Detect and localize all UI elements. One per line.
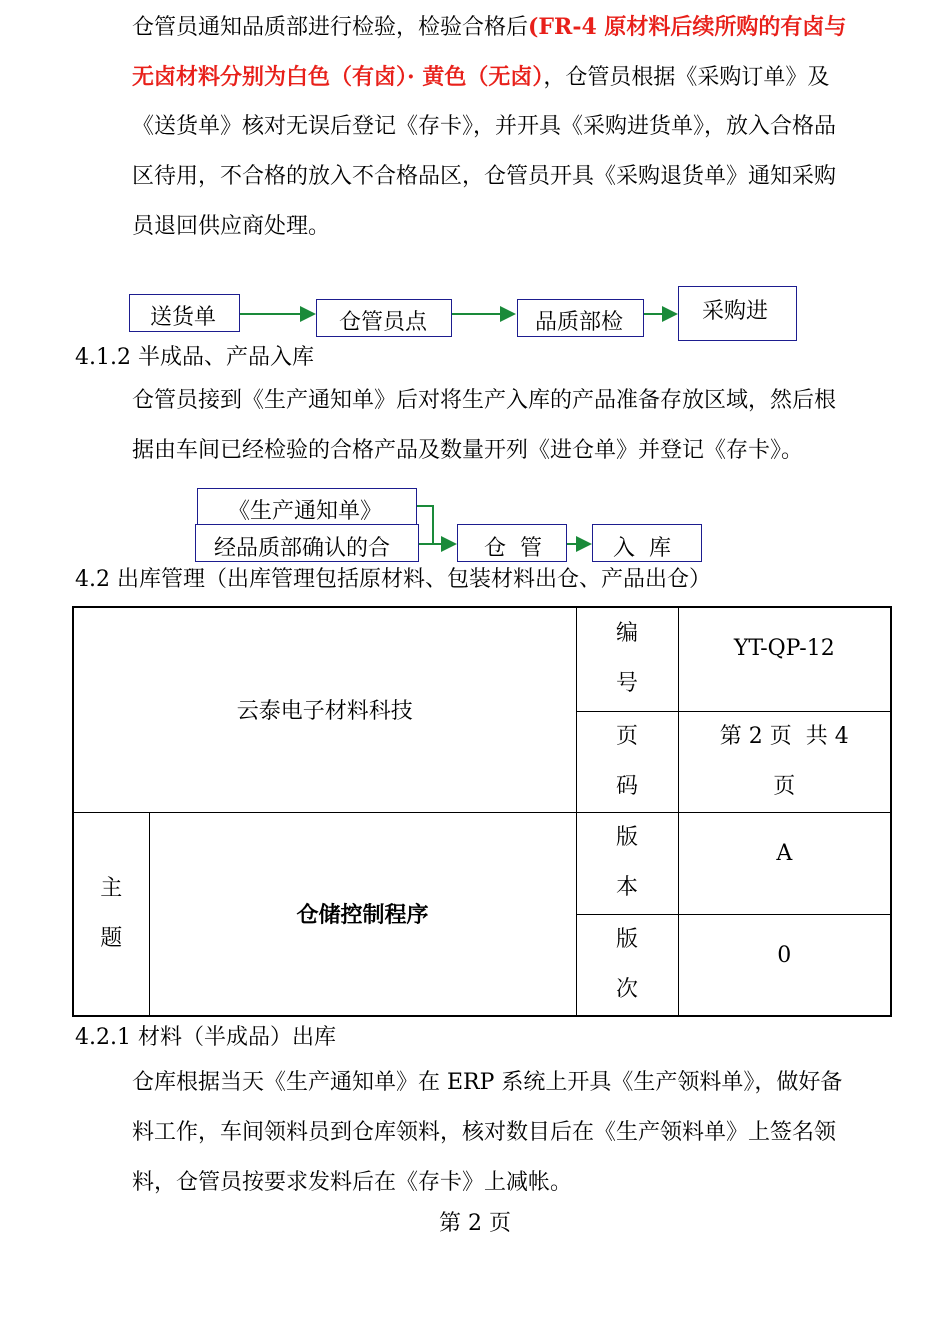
flow2-box-stock-in: 入 库 [592, 524, 702, 562]
section-4-1-2-line-2: 据由车间已经检验的合格产品及数量开列《进仓单》并登记《存卡》。 [132, 438, 804, 463]
document-number: YT-QP-12 [678, 607, 891, 711]
version-value: A [678, 812, 891, 914]
number-label: 编号 [576, 607, 678, 711]
flow1-box-warehouse-check: 仓管员点 [316, 299, 452, 337]
subject-label: 主题 [73, 812, 149, 1016]
page-footer: 第 2 页 [439, 1211, 511, 1236]
bracket-connector [417, 506, 433, 544]
intro-line-5: 员退回供应商处理。 [132, 214, 331, 239]
intro-line-2-highlight: 无卤材料分别为白色（有卤）· 黄色（无卤） [132, 64, 544, 90]
flow1-box-quality-inspection: 品质部检 [517, 299, 644, 337]
page-info-line-2: 页 [773, 773, 796, 799]
flow1-box-purchase-receipt: 采购进 [678, 286, 797, 341]
section-4-1-2-heading: 4.1.2 半成品、产品入库 [75, 345, 314, 370]
subject-title: 仓储控制程序 [149, 812, 576, 1016]
flow1-box-delivery-note: 送货单 [129, 294, 240, 332]
intro-line-2-text: ，仓管员根据《采购订单》及 [543, 65, 830, 90]
intro-line-3: 《送货单》核对无误后登记《存卡》，并开具《采购进货单》，放入合格品 [132, 114, 837, 139]
company-name: 云泰电子材料科技 [73, 607, 576, 812]
intro-line-1-text: 仓管员通知品质部进行检验，检验合格后 [132, 15, 529, 40]
flow2-box-warehouse: 仓 管 [457, 524, 567, 562]
page-label: 页码 [576, 711, 678, 812]
section-4-2-1-heading: 4.2.1 材料（半成品）出库 [75, 1025, 336, 1050]
page-info-line-1: 第 2 页 共 4 [719, 723, 849, 749]
section-4-2-1-line-2: 料工作，车间领料员到仓库领料，核对数目后在《生产领料单》上签名领 [132, 1120, 837, 1145]
intro-line-1-highlight: (FR-4 原材料后续所购的有卤与 [528, 14, 847, 40]
intro-line-4: 区待用，不合格的放入不合格品区，仓管员开具《采购退货单》通知采购 [132, 164, 837, 189]
section-4-2-1-line-1: 仓库根据当天《生产通知单》在 ERP 系统上开具《生产领料单》，做好备 [132, 1070, 843, 1095]
flow2-box-production-notice: 《生产通知单》 [197, 488, 417, 526]
document-control-table [72, 606, 892, 1017]
section-4-2-1-line-3: 料，仓管员按要求发料后在《存卡》上减帐。 [132, 1170, 573, 1195]
section-4-1-2-line-1: 仓管员接到《生产通知单》后对将生产入库的产品准备存放区域，然后根 [132, 388, 837, 413]
section-4-2-heading: 4.2 出库管理（出库管理包括原材料、包装材料出仓、产品出仓） [75, 567, 711, 592]
version-label: 版本 [576, 812, 678, 914]
revision-value: 0 [678, 914, 891, 1016]
flow2-box-qc-confirmed: 经品质部确认的合 [195, 524, 419, 562]
revision-label: 版次 [576, 914, 678, 1016]
page-info [678, 711, 891, 812]
